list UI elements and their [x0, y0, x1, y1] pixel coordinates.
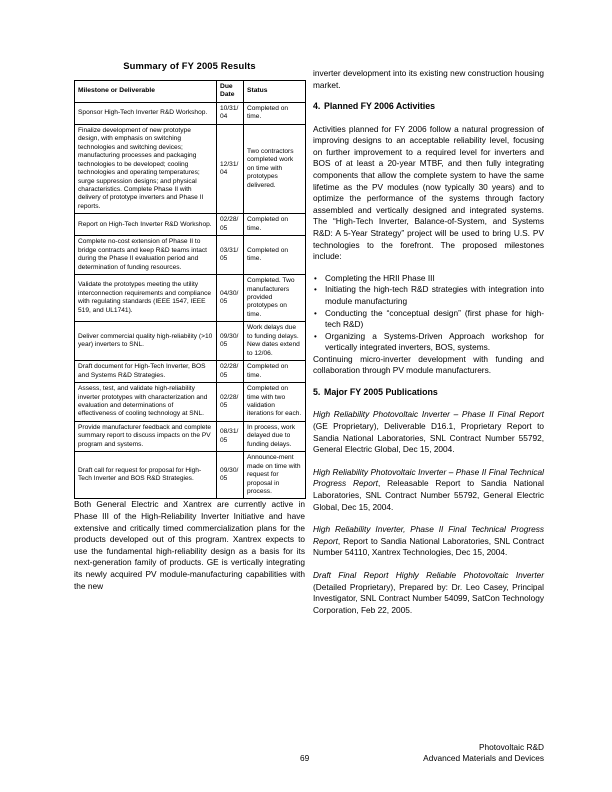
cell-milestone: Report on High-Tech Inverter R&D Workshop. [75, 214, 217, 236]
footer-line-1: Photovoltaic R&D [478, 742, 544, 752]
cell-milestone: Deliver commercial quality high-reliability (>10 year) inverters to SNL. [75, 322, 217, 361]
publication-details: , Releasable Report to Sandia National Laboratories, SNL Contract Number 55792, General Electric Global, Dec 15, 2004. [313, 478, 544, 512]
table-row [75, 236, 306, 275]
section-4-paragraph: Activities planned for FY 2006 follow a natural progression of improving designs to an acceptable reliability level, focusing on further improvement to a required level for inverters and BOS of at least a 20-year MTBF, and then fully integrating components that allow the complete system to have the same lifetime as the PV modules (now typically 30 years) and to optimize the performance of the systems through factory assembled and vertically designed and integrated systems. The “High-Tech Inverter, Balance-of-System, and Systems R&D: A 5-Year Strategy” project will be used to bring U.S. PV technologies to the forefront. The proposed milestones include: [313, 123, 544, 262]
left-column [74, 60, 305, 592]
footer-line-2: Advanced Materials and Devices [423, 753, 544, 764]
cell-due-date: 02/28/ 05 [217, 383, 244, 422]
header-status: Status [244, 81, 306, 103]
right-column [313, 68, 544, 627]
table-row [75, 102, 306, 124]
section-heading-4 [313, 101, 544, 112]
cell-status: In process, work delayed due to funding delays. [244, 421, 306, 451]
cell-milestone: Validate the prototypes meeting the utility interconnection requirements and compliance with regulating standards (IEEE 1547, IEEE 519, and UL1741). [75, 275, 217, 322]
cell-milestone: Draft document for High-Tech Inverter, BOS and Systems R&D Strategies. [75, 361, 217, 383]
publication-title: High Reliability Inverter, Phase II Final Technical Progress Report [313, 524, 544, 546]
milestones-bullet-list [313, 273, 544, 354]
table-row [75, 214, 306, 236]
cell-due-date: 04/30/ 05 [217, 275, 244, 322]
cell-due-date: 03/31/ 05 [217, 236, 244, 275]
cell-due-date: 02/28/ 05 [217, 214, 244, 236]
cell-milestone: Draft call for request for proposal for High-Tech Inverter and BOS R&D Strategies. [75, 452, 217, 499]
publication-entry [313, 409, 544, 455]
bullet-item: • Initiating the high-tech R&D strategies with integration into module manufacturing [313, 284, 544, 307]
cell-status: Completed on time. [244, 102, 306, 124]
publication-title: High Reliability Photovoltaic Inverter – Phase II Final Technical Progress Report [313, 466, 544, 489]
page-number: 69 [300, 753, 310, 763]
table-row [75, 275, 306, 322]
table-row [75, 383, 306, 422]
publication-details: , Report to Sandia National Laboratories, SNL Contract Number 54110, Xantrex Technologies, Dec 15, 2004. [313, 535, 544, 558]
cell-due-date: 09/30/ 05 [217, 322, 244, 361]
cell-status: Two contractors completed work on time with prototypes delivered. [244, 124, 306, 214]
publication-entry [313, 570, 544, 616]
table-title: Summary of FY 2005 Results [123, 60, 256, 71]
section-title-5: Major FY 2005 Publications [324, 387, 438, 398]
table-body [75, 102, 306, 499]
footer-text [423, 742, 544, 765]
cell-status: Completed on time. [244, 214, 306, 236]
section-number-5: 5. [313, 387, 321, 398]
left-column-paragraph: Both General Electric and Xantrex are currently active in Phase III of the High-Reliability Inverter Initiative and have extensive and critically timed commercialization plans for the products developed out of this program. Xantrex expects to use the fundamental high-reliability design as a basis for its next-generation family of products. GE is vertically integrating its newly acquired PV module-manufacturing capabilities with the new [74, 499, 305, 591]
section-heading-5 [313, 387, 544, 398]
publication-title: High Reliability Photovoltaic Inverter – Phase II Final Report [313, 409, 544, 420]
cell-milestone: Provide manufacturer feedback and complete summary report to discuss impacts on the PV program and systems. [75, 421, 217, 451]
table-row [75, 421, 306, 451]
bullet-item: • Completing the HRII Phase III [313, 273, 544, 285]
table-row [75, 124, 306, 214]
cell-status: Announce-ment made on time with request for proposal in process. [244, 452, 306, 499]
publication-details: (GE Proprietary), Deliverable D16.1, Proprietary Report to Sandia National Laboratories, SNL Contract Number 55792, General Electric Global, Dec 15, 2004. [313, 421, 544, 455]
continuation-paragraph: inverter development into its existing new construction housing market. [313, 68, 544, 90]
cell-milestone: Finalize development of new prototype design, with emphasis on switching technologies and switching devices; manufacturing processes and packaging technologies to be developed; cooling technologies and operating temperatures; surge suppression designs; and physical characteristics. Complete Phase II with delivery of prototype inverters and Phase II reports. [75, 124, 217, 214]
publication-entry [313, 467, 544, 513]
section-title-4: Planned FY 2006 Activities [324, 101, 435, 112]
cell-due-date: 10/31/ 04 [217, 102, 244, 124]
cell-milestone: Assess, test, and validate high-reliability inverter prototypes with characterization and evaluation and determinations of effectiveness of cooling technology at SNL. [75, 383, 217, 422]
section-number-4: 4. [313, 101, 321, 112]
publication-title: Draft Final Report Highly Reliable Photovoltaic Inverter [313, 570, 544, 580]
cell-status: Completed on time with two validation iterations for each. [244, 383, 306, 422]
section-4-closing-paragraph: Continuing micro-inverter development with funding and collaboration through PV module manufacturers. [313, 353, 544, 376]
header-milestone: Milestone or Deliverable [75, 81, 217, 103]
table-row [75, 361, 306, 383]
cell-milestone: Complete no-cost extension of Phase II to bridge contracts and keep R&D teams intact during the Phase II evaluation period and determination of funding resources. [75, 236, 217, 275]
cell-due-date: 02/28/ 05 [217, 361, 244, 383]
cell-due-date: 09/30/ 05 [217, 452, 244, 499]
cell-status: Work delays due to funding delays. New dates extend to 12/06. [244, 322, 306, 361]
table-row [75, 452, 306, 499]
fy2005-results-table [74, 80, 306, 499]
header-due-date: Due Date [217, 81, 244, 103]
publication-entry [313, 524, 544, 559]
cell-status: Completed on time. [244, 236, 306, 275]
table-row [75, 322, 306, 361]
bullet-item: • Conducting the “conceptual design” (first phase for high-tech R&D) [313, 308, 544, 331]
cell-milestone: Sponsor High-Tech Inverter R&D Workshop. [75, 102, 217, 124]
bullet-item: • Organizing a Systems-Driven Approach workshop for vertically integrated inverters, BOS, systems. [313, 331, 544, 354]
cell-status: Completed on time. [244, 361, 306, 383]
cell-due-date: 12/31/ 04 [217, 124, 244, 214]
table-header-row [75, 81, 306, 103]
publication-details: (Detailed Proprietary), Prepared by: Dr. Leo Casey, Principal Investigator, SNL Contract Number 54099, SatCon Technology Corporation, Feb 22, 2005. [313, 581, 544, 615]
page-footer [0, 742, 612, 772]
cell-status: Completed. Two manufacturers provided prototypes on time. [244, 275, 306, 322]
cell-due-date: 08/31/ 05 [217, 421, 244, 451]
